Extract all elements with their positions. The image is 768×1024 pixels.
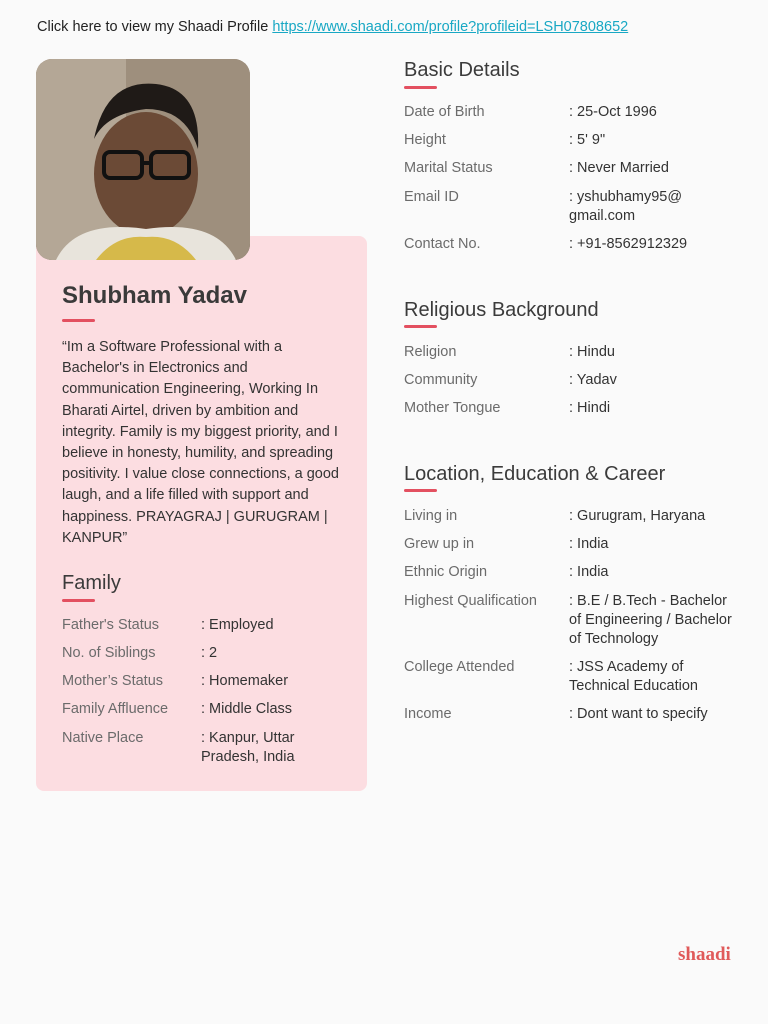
career-underline [404, 489, 437, 492]
family-label-affluence: Family Affluence [62, 701, 169, 717]
family-value-affluence: : Middle Class [201, 701, 293, 717]
family-value-native: : Kanpur, Uttar Pradesh, India [201, 730, 295, 765]
religious-value-community: : Yadav [569, 372, 617, 388]
profile-bio: “Im a Software Professional with a Bachelor's in Electronics and communication Engineering, Working In Bharati Airtel, driven by ambition and integrity. Family is my biggest priority, and I believe in honesty, humility, and spreading positivity. I value close connections, a good laugh, and a life filled with support and happiness. PRAYAGRAJ | GURUGRAM | KANPUR” [62, 339, 340, 546]
career-label-ethnic: Ethnic Origin [404, 564, 488, 580]
profile-photo [36, 59, 250, 260]
basic-value-dob: : 25-Oct 1996 [569, 104, 657, 120]
basic-label-email: Email ID [404, 189, 459, 205]
career-value-qualification: : B.E / B.Tech - Bachelor of Engineering / Bachelor of Technology [569, 593, 732, 647]
profile-name: Shubham Yadav [62, 282, 247, 309]
family-value-mother: : Homemaker [201, 673, 289, 689]
basic-value-contact: : +91-8562912329 [569, 236, 688, 252]
basic-details-title: Basic Details [404, 59, 520, 81]
family-underline [62, 599, 95, 602]
career-label-income: Income [404, 706, 452, 722]
career-value-income: : Dont want to specify [569, 706, 708, 722]
name-underline [62, 319, 95, 322]
family-value-siblings: : 2 [201, 645, 218, 661]
family-value-father: : Employed [201, 617, 274, 633]
profile-link[interactable]: https://www.shaadi.com/profile?profileid=LSH07808652 [272, 19, 629, 35]
basic-label-height: Height [404, 132, 446, 148]
basic-value-email: : yshubhamy95@ gmail.com [569, 189, 683, 224]
career-value-ethnic: : India [569, 564, 609, 580]
basic-label-marital: Marital Status [404, 160, 493, 176]
family-label-native: Native Place [62, 730, 144, 746]
religious-label-tongue: Mother Tongue [404, 400, 501, 416]
career-title: Location, Education & Career [404, 463, 666, 485]
career-label-college: College Attended [404, 659, 515, 675]
family-title: Family [62, 572, 121, 594]
religious-label-religion: Religion [404, 344, 457, 360]
religious-underline [404, 325, 437, 328]
profile-link-prefix: Click here to view my Shaadi Profile [37, 19, 269, 35]
career-value-living: : Gurugram, Haryana [569, 508, 706, 524]
family-label-father: Father's Status [62, 617, 160, 633]
career-label-grew: Grew up in [404, 536, 475, 552]
basic-label-contact: Contact No. [404, 236, 481, 252]
career-value-college: : JSS Academy of Technical Education [569, 659, 698, 694]
career-label-living: Living in [404, 508, 458, 524]
religious-value-religion: : Hindu [569, 344, 615, 360]
career-label-qualification: Highest Qualification [404, 593, 537, 609]
family-label-mother: Mother’s Status [62, 673, 164, 689]
shaadi-logo: shaadi [678, 944, 731, 965]
career-value-grew: : India [569, 536, 609, 552]
basic-value-marital: : Never Married [569, 160, 669, 176]
family-label-siblings: No. of Siblings [62, 645, 156, 661]
basic-label-dob: Date of Birth [404, 104, 485, 120]
profile-link-line [37, 19, 628, 35]
religious-value-tongue: : Hindi [569, 400, 611, 416]
religious-title: Religious Background [404, 299, 599, 321]
religious-label-community: Community [404, 372, 478, 388]
basic-value-height: : 5' 9" [569, 132, 606, 148]
profile-photo-image [36, 59, 250, 260]
basic-details-underline [404, 86, 437, 89]
